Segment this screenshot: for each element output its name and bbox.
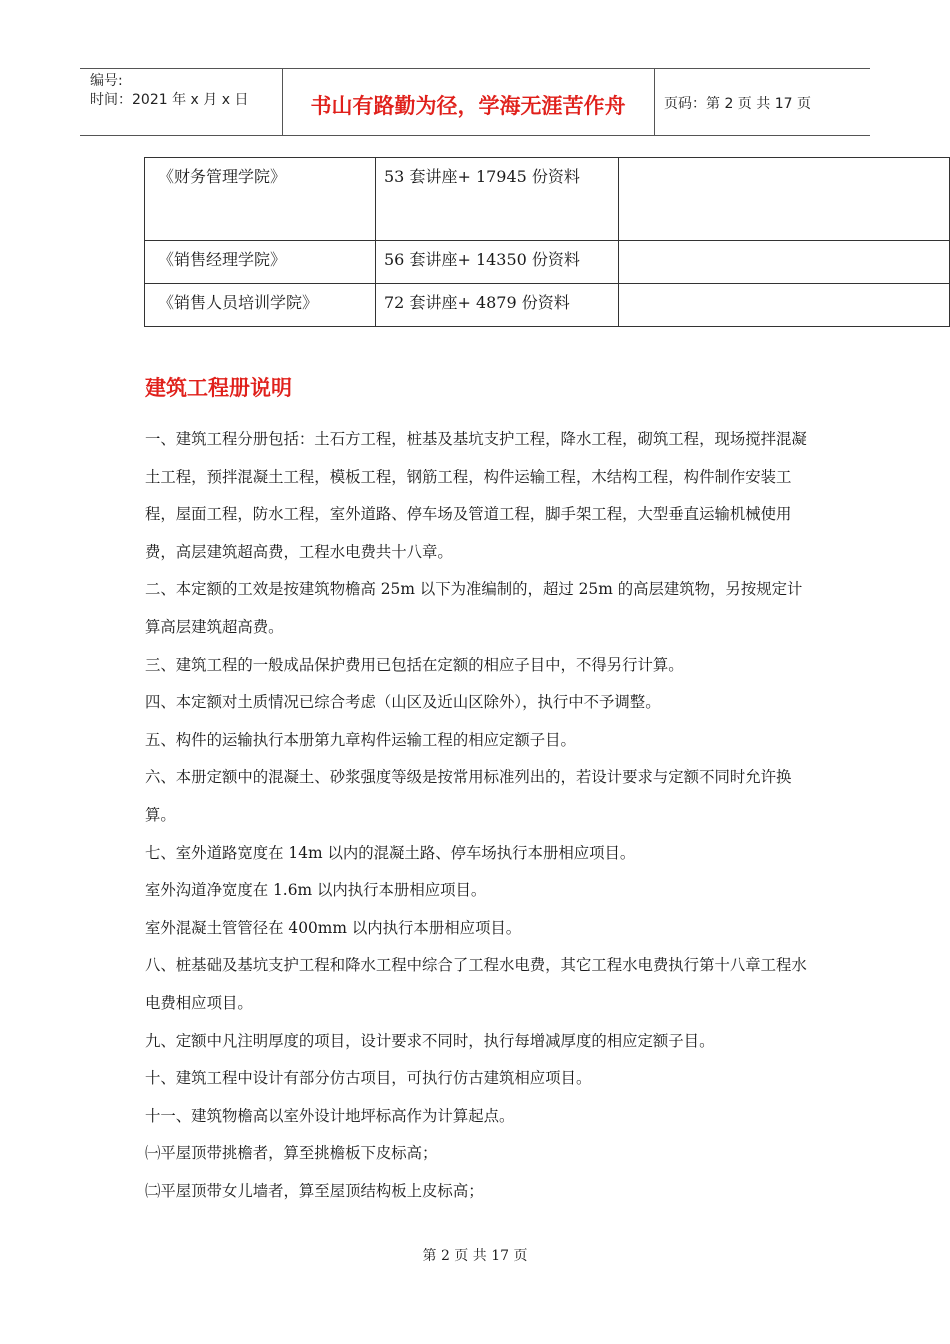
section-title: 建筑工程册说明 (145, 376, 292, 400)
header-divider (654, 68, 655, 136)
header-time: 时间：2021 年 x 月 x 日 (90, 92, 249, 108)
header-meta (90, 72, 248, 110)
section-body (145, 421, 815, 1210)
paragraph: 九、定额中凡注明厚度的项目，设计要求不同时，执行每增减厚度的相应定额子目。 (145, 1031, 715, 1050)
table-cell-content: 56 套讲座+ 14350 份资料 (376, 241, 619, 284)
header-bottom-rule (80, 135, 870, 136)
paragraph: 五、构件的运输执行本册第九章构件运输工程的相应定额子目。 (145, 730, 576, 749)
table-row (145, 158, 950, 241)
header-page-number: 页码：第 2 页 共 17 页 (664, 96, 811, 112)
paragraph: 六、本册定额中的混凝土、砂浆强度等级是按常用标准列出的，若设计要求与定额不同时允许换算。 (145, 768, 792, 824)
page-footer: 第 2 页 共 17 页 (422, 1248, 528, 1264)
paragraph: ㈠平屋顶带挑檐者，算至挑檐板下皮标高； (145, 1144, 438, 1163)
paragraph: 七、室外道路宽度在 14m 以内的混凝土路、停车场执行本册相应项目。 (145, 843, 636, 862)
paragraph: 八、桩基础及基坑支护工程和降水工程中综合了工程水电费，其它工程水电费执行第十八章工程水电费相应项目。 (145, 956, 807, 1012)
resource-table (144, 157, 950, 327)
paragraph: 四、本定额对土质情况已综合考虑（山区及近山区除外），执行中不予调整。 (145, 693, 661, 712)
table-cell-name: 《销售经理学院》 (145, 241, 376, 284)
paragraph: 室外沟道净宽度在 1.6m 以内执行本册相应项目。 (145, 881, 487, 900)
table-cell-content: 72 套讲座+ 4879 份资料 (376, 284, 619, 327)
paragraph: 二、本定额的工效是按建筑物檐高 25m 以下为准编制的，超过 25m 的高层建筑物，另按规定计算高层建筑超高费。 (145, 580, 803, 636)
paragraph: 十、建筑工程中设计有部分仿古项目，可执行仿古建筑相应项目。 (145, 1069, 592, 1088)
paragraph: 三、建筑工程的一般成品保护费用已包括在定额的相应子目中，不得另行计算。 (145, 655, 684, 674)
paragraph: 十一、建筑物檐高以室外设计地坪标高作为计算起点。 (145, 1106, 515, 1125)
table-row (145, 241, 950, 284)
table-cell-extra (619, 284, 950, 327)
header-top-rule (80, 68, 870, 69)
table-cell-name: 《财务管理学院》 (145, 158, 376, 241)
paragraph: ㈡平屋顶带女儿墙者，算至屋顶结构板上皮标高； (145, 1181, 484, 1200)
header-number: 编号: (90, 73, 123, 89)
paragraph: 一、建筑工程分册包括：土石方工程，桩基及基坑支护工程，降水工程，砌筑工程，现场搅拌混凝土工程，预拌混凝土工程，模板工程，钢筋工程，构件运输工程，木结构工程，构件制作安装工程，屋面工程，防水工程，室外道路、停车场及管道工程，脚手架工程，大型垂直运输机械使用费，高层建筑超高费，工程水电费共十八章。 (145, 430, 807, 561)
table-cell-extra (619, 241, 950, 284)
table-cell-extra (619, 158, 950, 241)
paragraph: 室外混凝土管管径在 400mm 以内执行本册相应项目。 (145, 918, 522, 937)
table-cell-content: 53 套讲座+ 17945 份资料 (376, 158, 619, 241)
table-row (145, 284, 950, 327)
table-cell-name: 《销售人员培训学院》 (145, 284, 376, 327)
header-motto: 书山有路勤为径，学海无涯苦作舟 (310, 94, 626, 118)
